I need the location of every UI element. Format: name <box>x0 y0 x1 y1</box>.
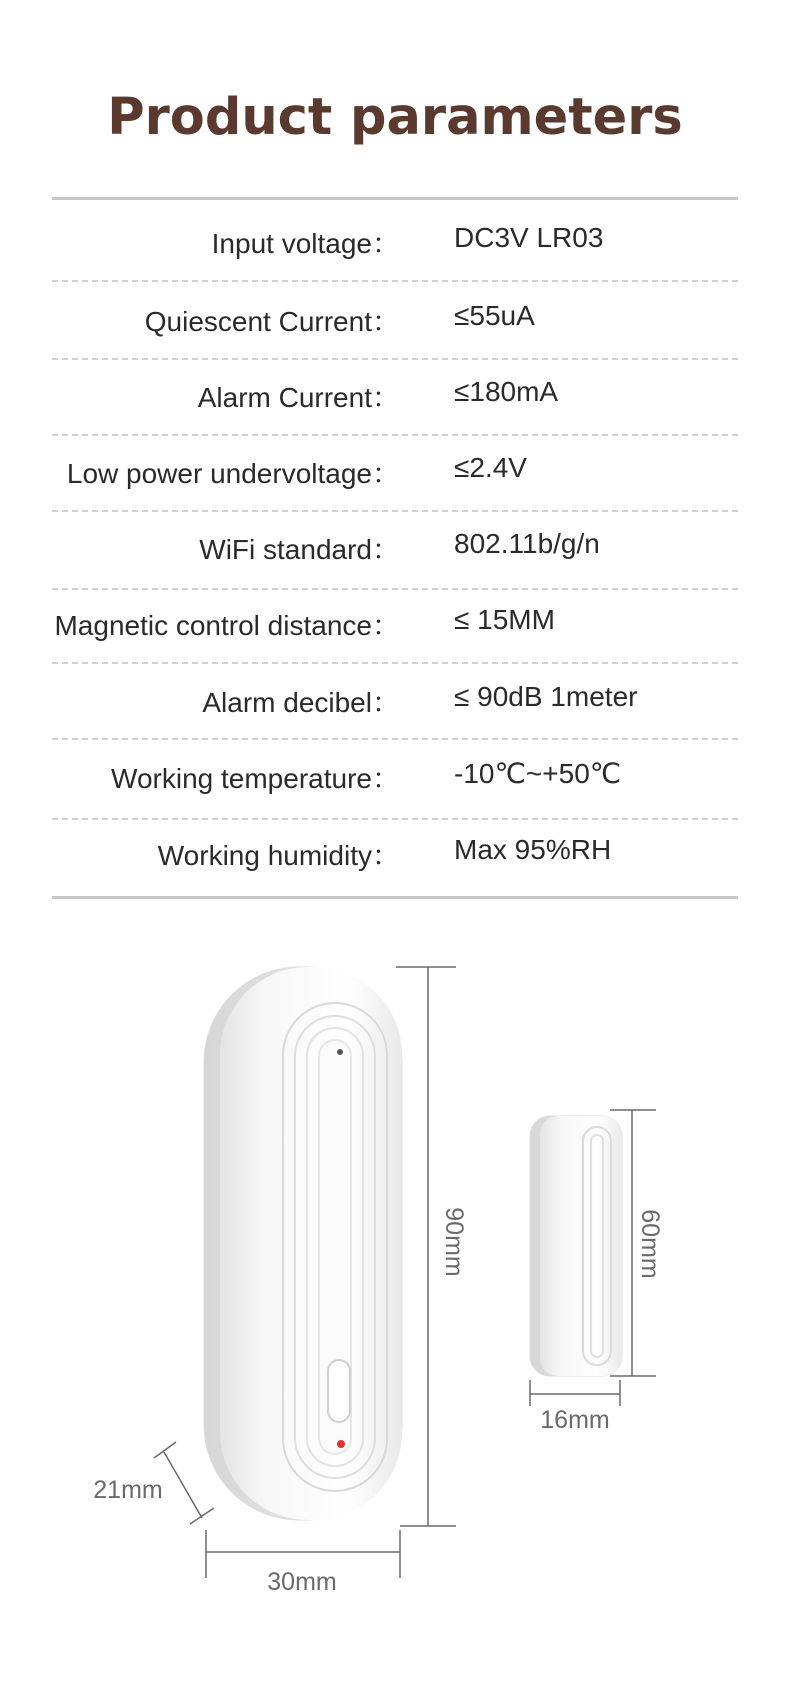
param-value: ≤ 90dB 1meter <box>454 681 638 712</box>
param-row-working-temperature <box>0 757 790 797</box>
param-label: Low power undervoltage： <box>66 458 400 489</box>
row-divider <box>52 280 738 282</box>
depth-dimension-line <box>154 1442 214 1524</box>
param-row-magnetic-distance <box>0 604 790 644</box>
param-label: Working temperature： <box>111 763 400 794</box>
row-divider <box>52 510 738 512</box>
param-value: ≤ 15MM <box>454 604 555 635</box>
param-value: DC3V LR03 <box>454 222 604 253</box>
magnet-height-label: 60mm <box>636 1209 664 1279</box>
param-value: Max 95%RH <box>454 834 612 865</box>
param-value: ≤180mA <box>454 376 559 407</box>
sensor-height-label: 90mm <box>440 1207 468 1277</box>
magnet-device <box>530 1116 622 1376</box>
param-label: Magnetic control distance： <box>54 610 400 641</box>
param-row-working-humidity <box>0 834 790 874</box>
param-value: -10℃~+50℃ <box>454 758 622 789</box>
row-divider <box>52 818 738 820</box>
param-value: ≤55uA <box>454 300 535 331</box>
sensor-width-label: 30mm <box>267 1568 337 1596</box>
sensor-device <box>204 967 402 1520</box>
param-row-low-power <box>0 452 790 492</box>
row-divider <box>52 588 738 590</box>
param-value: 802.11b/g/n <box>454 528 600 559</box>
page-title: Product parameters <box>107 88 683 147</box>
row-divider <box>52 358 738 360</box>
table-top-rule <box>52 197 738 200</box>
param-label: Working humidity： <box>157 840 400 871</box>
param-label: Alarm Current： <box>197 382 400 413</box>
param-value: ≤2.4V <box>454 452 527 483</box>
param-row-alarm-decibel <box>0 681 790 721</box>
speaker-hole-icon <box>337 1049 343 1055</box>
param-label: Input voltage： <box>211 228 400 259</box>
magnet-width-label: 16mm <box>540 1406 610 1434</box>
param-label: Quiescent Current： <box>144 306 400 337</box>
product-dimension-figure <box>0 940 790 1689</box>
param-row-wifi-standard <box>0 528 790 568</box>
pairing-button-icon <box>328 1360 350 1422</box>
sensor-depth-label: 21mm <box>93 1476 163 1504</box>
row-divider <box>52 434 738 436</box>
param-row-input-voltage <box>0 222 790 262</box>
param-label: Alarm decibel： <box>202 687 400 718</box>
magnet-width-dimension-line <box>530 1380 620 1406</box>
param-row-quiescent-current <box>0 300 790 340</box>
table-bottom-rule <box>52 896 738 899</box>
led-indicator-icon <box>337 1440 345 1448</box>
param-label: WiFi standard： <box>199 534 400 565</box>
row-divider <box>52 662 738 664</box>
param-row-alarm-current <box>0 376 790 416</box>
row-divider <box>52 738 738 740</box>
